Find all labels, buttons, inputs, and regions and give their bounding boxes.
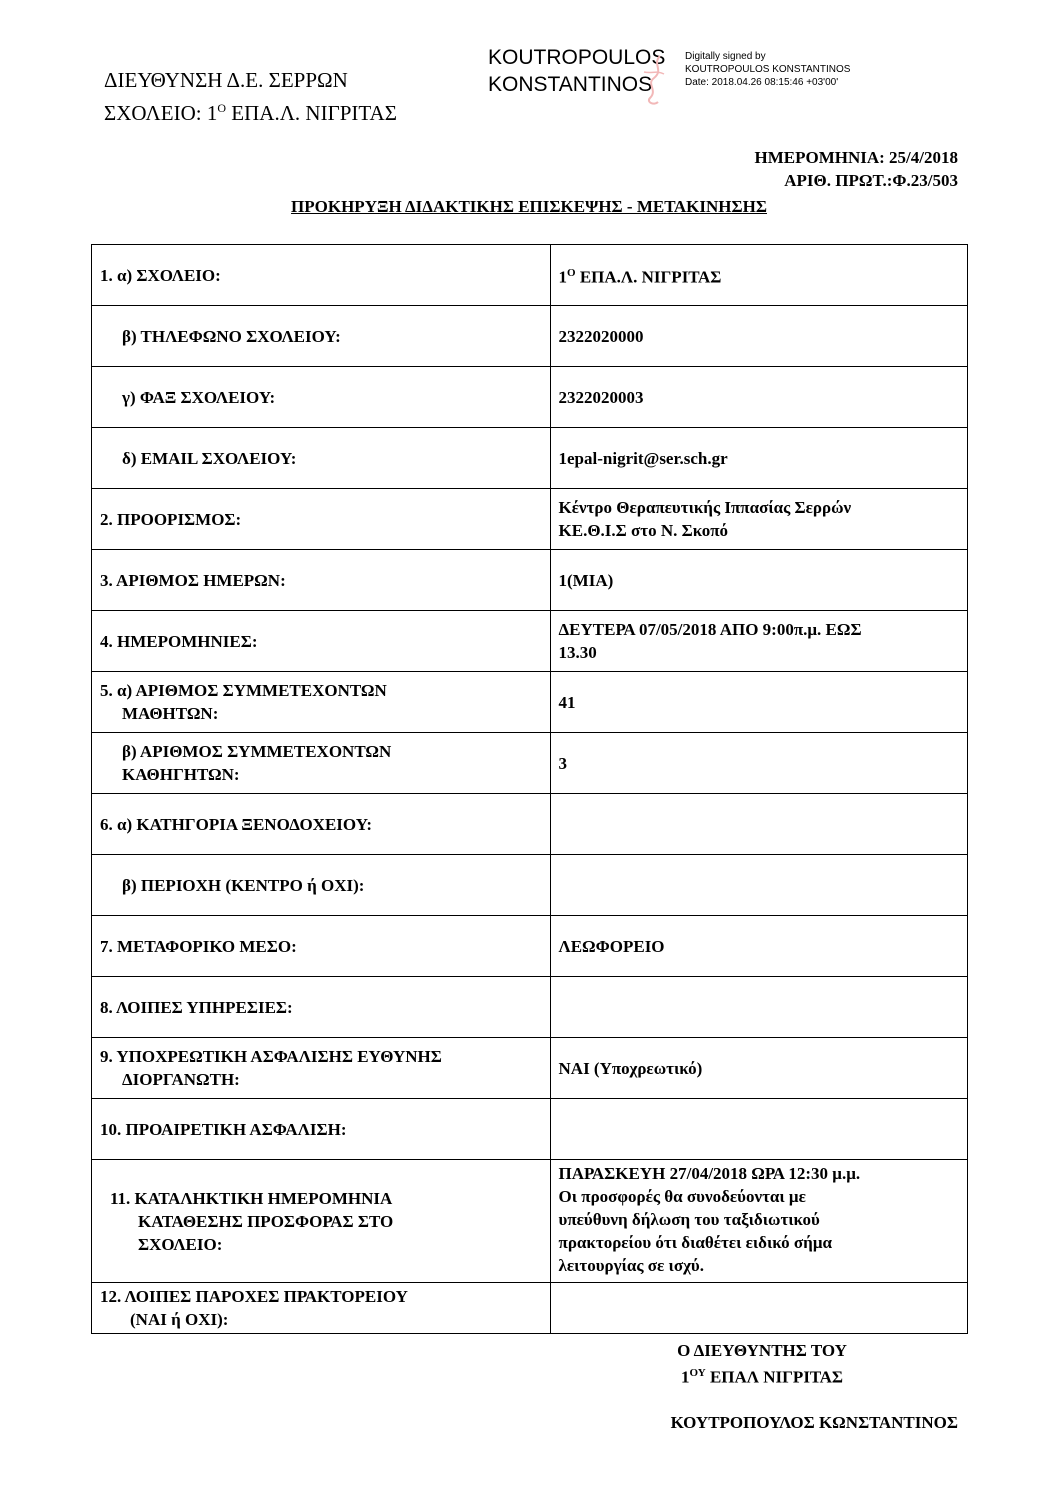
row-label: β) ΑΡΙΘΜΟΣ ΣΥΜΜΕΤΕΧΟΝΤΩΝ ΚΑΘΗΓΗΤΩΝ: xyxy=(92,733,551,794)
row-label: β) ΤΗΛΕΦΩΝΟ ΣΧΟΛΕΙΟΥ: xyxy=(92,306,551,367)
table-row xyxy=(92,245,968,306)
table-row xyxy=(92,306,968,367)
row-value: Κέντρο Θεραπευτικής Ιππασίας Σερρών ΚΕ.Θ.Ι.Σ στο Ν. Σκοπό xyxy=(550,489,967,550)
row-label: 1. α) ΣΧΟΛΕΙΟ: xyxy=(92,245,551,306)
row-value: 2322020000 xyxy=(550,306,967,367)
row-value xyxy=(550,1283,967,1334)
signature-name: KOUTROPOULOS KONSTANTINOS xyxy=(488,46,666,96)
document-meta xyxy=(754,146,958,192)
row-label: 4. ΗΜΕΡΟΜΗΝΙΕΣ: xyxy=(92,611,551,672)
row-value: 41 xyxy=(550,672,967,733)
row-value xyxy=(550,794,967,855)
row-label: γ) ΦΑΞ ΣΧΟΛΕΙΟΥ: xyxy=(92,367,551,428)
table-row xyxy=(92,794,968,855)
table-row xyxy=(92,977,968,1038)
row-label: 3. ΑΡΙΘΜΟΣ ΗΜΕΡΩΝ: xyxy=(92,550,551,611)
table-row xyxy=(92,1099,968,1160)
row-value: $1^O$ ΕΠΑ.Λ. ΝΙΓΡΙΤΑΣ xyxy=(550,245,967,306)
table-row xyxy=(92,489,968,550)
row-value: ΠΑΡΑΣΚΕΥΗ 27/04/2018 ΩΡΑ 12:30 μ.μ. Οι προσφορές θα συνοδεύονται με υπεύθυνη δήλωση του ταξιδιωτικού πρακτορείου ότι διαθέτει ειδικό σήμα λειτουργίας σε ισχύ. xyxy=(550,1160,967,1283)
row-value xyxy=(550,855,967,916)
row-label: 11. ΚΑΤΑΛΗΚΤΙΚΗ ΗΜΕΡΟΜΗΝΙΑ ΚΑΤΑΘΕΣΗΣ ΠΡΟΣΦΟΡΑΣ ΣΤΟ ΣΧΟΛΕΙΟ: xyxy=(92,1160,551,1283)
table-row xyxy=(92,855,968,916)
signature-block xyxy=(600,1339,924,1389)
school-line: ΣΧΟΛΕΙΟ: $1^O$ ΕΠΑ.Λ. ΝΙΓΡΙΤΑΣ xyxy=(104,101,397,125)
document-date: ΗΜΕΡΟΜΗΝΙΑ: 25/4/2018 xyxy=(754,148,958,167)
row-label: 12. ΛΟΙΠΕΣ ΠΑΡΟΧΕΣ ΠΡΑΚΤΟΡΕΙΟΥ (ΝΑΙ ή ΟΧΙ): xyxy=(92,1283,551,1334)
school-header xyxy=(104,66,397,127)
row-label: 9. ΥΠΟΧΡΕΩΤΙΚΗ ΑΣΦΑΛΙΣΗΣ ΕΥΘΥΝΗΣ ΔΙΟΡΓΑΝΩΤΗ: xyxy=(92,1038,551,1099)
row-label: 6. α) ΚΑΤΗΓΟΡΙΑ ΞΕΝΟΔΟΧΕΙΟΥ: xyxy=(92,794,551,855)
row-value: 2322020003 xyxy=(550,367,967,428)
table-row xyxy=(92,1038,968,1099)
protocol-number: ΑΡΙΘ. ΠΡΩΤ.:Φ.23/503 xyxy=(784,171,958,190)
row-label: 7. ΜΕΤΑΦΟΡΙΚΟ ΜΕΣΟ: xyxy=(92,916,551,977)
table-row xyxy=(92,367,968,428)
announcement-table xyxy=(91,244,968,1334)
signature-scribble-icon xyxy=(634,52,674,108)
row-value: ΛΕΩΦΟΡΕΙΟ xyxy=(550,916,967,977)
row-label: β) ΠΕΡΙΟΧΗ (ΚΕΝΤΡΟ ή ΟΧΙ): xyxy=(92,855,551,916)
row-value: 1(ΜΙΑ) xyxy=(550,550,967,611)
digital-signature xyxy=(488,44,908,114)
signature-info: Digitally signed by KOUTROPOULOS KONSTANTINOS Date: 2018.04.26 08:15:46 +03'00' xyxy=(685,51,851,88)
signer-role: Ο ΔΙΕΥΘΥΝΤΗΣ ΤΟΥ xyxy=(677,1341,847,1360)
table-row xyxy=(92,428,968,489)
table-row xyxy=(92,916,968,977)
table-row xyxy=(92,550,968,611)
row-label: δ) EMAIL ΣΧΟΛΕΙΟΥ: xyxy=(92,428,551,489)
table-row xyxy=(92,733,968,794)
table-row xyxy=(92,1160,968,1283)
row-value: 3 xyxy=(550,733,967,794)
row-label: 10. ΠΡΟΑΙΡΕΤΙΚΗ ΑΣΦΑΛΙΣΗ: xyxy=(92,1099,551,1160)
row-label: 5. α) ΑΡΙΘΜΟΣ ΣΥΜΜΕΤΕΧΟΝΤΩΝ ΜΑΘΗΤΩΝ: xyxy=(92,672,551,733)
signer-school: $1^{O\Upsilon}$ ΕΠΑΛ ΝΙΓΡΙΤΑΣ xyxy=(680,1367,844,1387)
table-row xyxy=(92,672,968,733)
directorate-line: ΔΙΕΥΘΥΝΣΗ Δ.Ε. ΣΕΡΡΩΝ xyxy=(104,68,348,92)
row-label: 8. ΛΟΙΠΕΣ ΥΠΗΡΕΣΙΕΣ: xyxy=(92,977,551,1038)
row-value: ΝΑΙ (Υποχρεωτικό) xyxy=(550,1038,967,1099)
row-value: 1epal-nigrit@ser.sch.gr xyxy=(550,428,967,489)
row-value xyxy=(550,977,967,1038)
row-value xyxy=(550,1099,967,1160)
table-row xyxy=(92,611,968,672)
row-value: ΔΕΥΤΕΡΑ 07/05/2018 ΑΠΟ 9:00π.μ. ΕΩΣ 13.30 xyxy=(550,611,967,672)
row-label: 2. ΠΡΟΟΡΙΣΜΟΣ: xyxy=(92,489,551,550)
signer-name: ΚΟΥΤΡΟΠΟΥΛΟΣ ΚΩΝΣΤΑΝΤΙΝΟΣ xyxy=(670,1413,958,1432)
table-row xyxy=(92,1283,968,1334)
document-title: ΠΡΟΚΗΡΥΞΗ ΔΙΔΑΚΤΙΚΗΣ ΕΠΙΣΚΕΨΗΣ - ΜΕΤΑΚΙΝΗΣΗΣ xyxy=(291,197,767,216)
